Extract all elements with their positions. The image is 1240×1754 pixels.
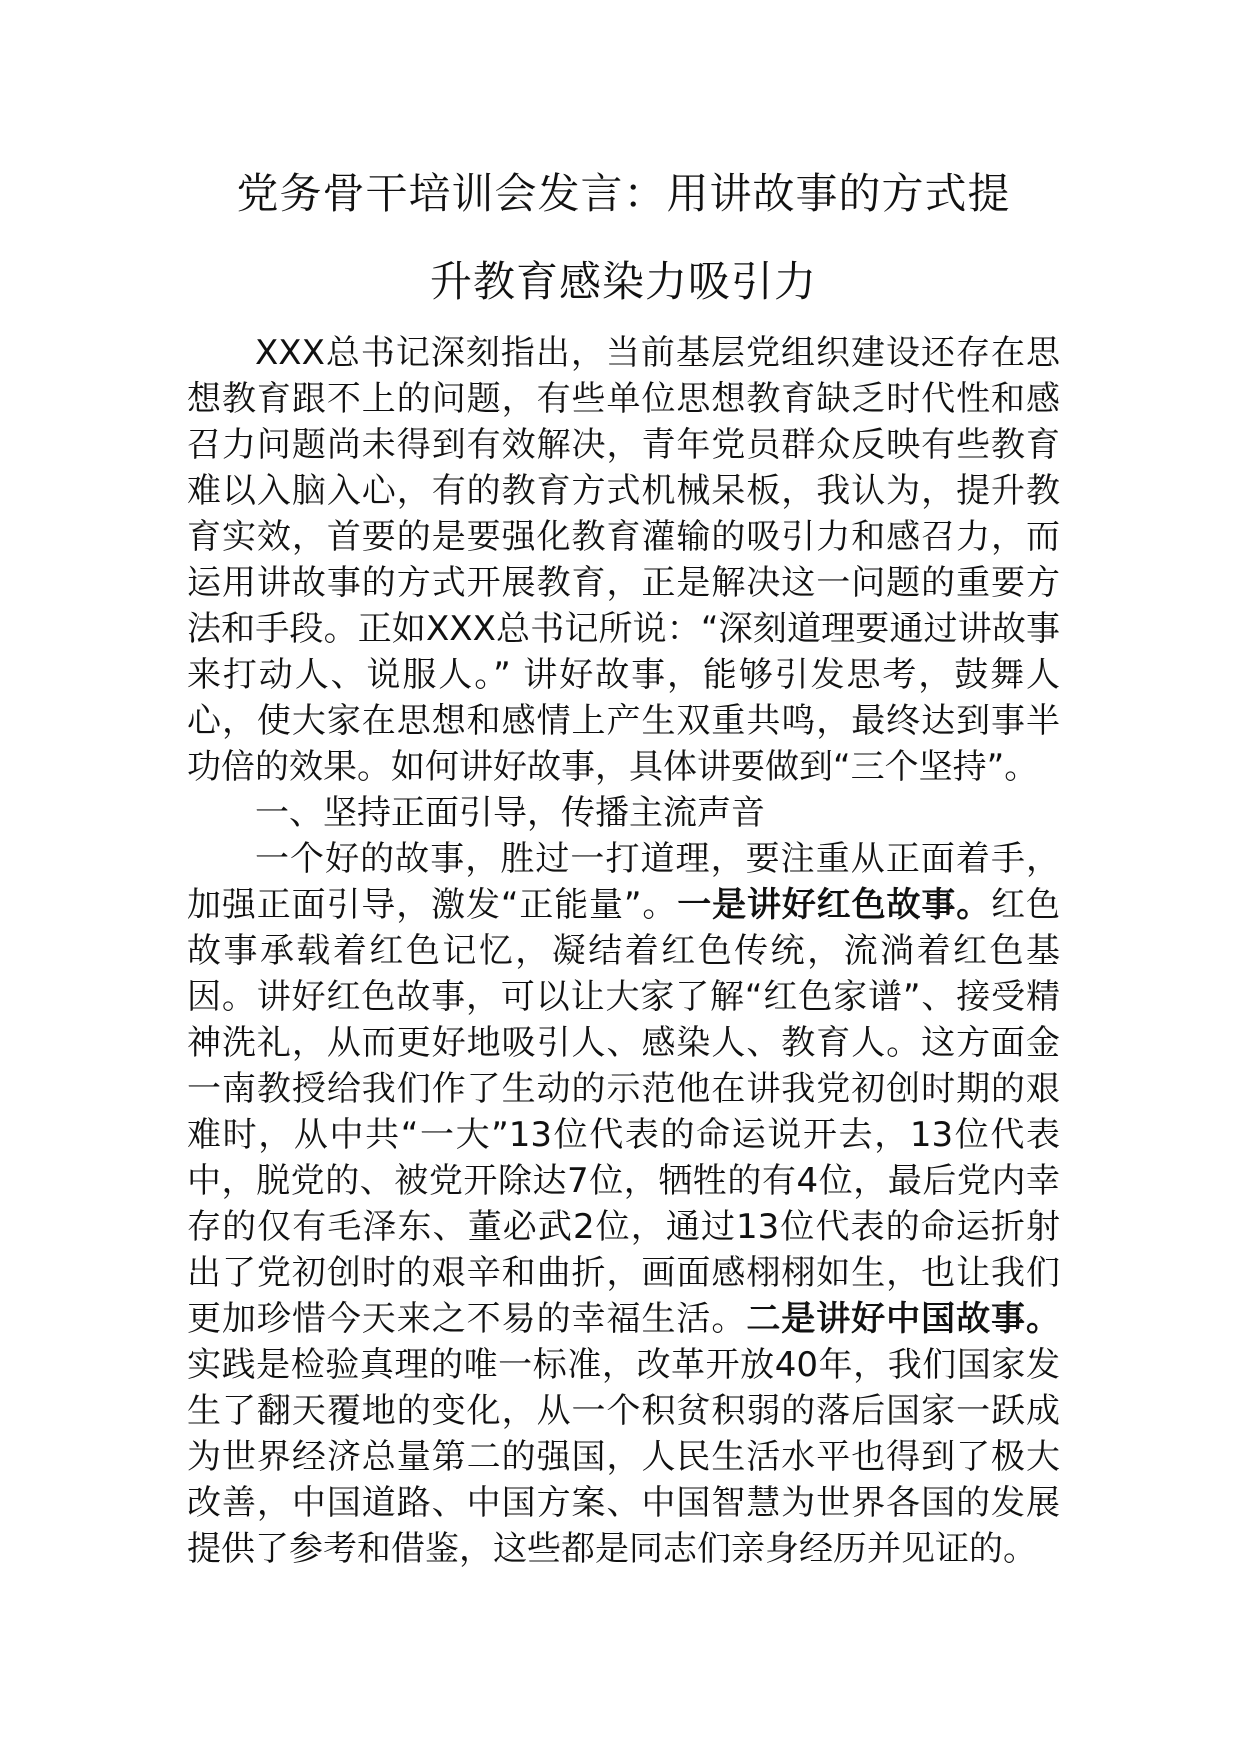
title-line-1: 党务骨干培训会发言：用讲故事的方式提 xyxy=(236,169,1011,218)
section-1-text-part-1: 一个好的故事，胜过一打道理，要注重从正面着手，加强正面引导，激发“正能量”。 xyxy=(187,839,1060,925)
section-1-text-part-2: 红色故事承载着红色记忆，凝结着红色传统，流淌着红色基因。讲好红色故事，可以让大家了解“红色家谱”、接受精神洗礼，从而更好地吸引人、感染人、教育人。这方面金一南教授给我们作了生动的示范他在讲我党初创时期的艰难时，从中共“一大”13位代表的命运说开去，13位代表中，脱党的、被党开除达7位，牺牲的有4位，最后党内幸存的仅有毛泽东、董必武2位，通过13位代表的命运折射出了党初创时的艰辛和曲折，画面感栩栩如生，也让我们更加珍惜今天来之不易的幸福生活。 xyxy=(187,885,1061,1339)
section-heading-1: 一、坚持正面引导，传播主流声音 xyxy=(255,793,765,833)
red-story-point: 一是讲好红色故事。 xyxy=(677,885,992,925)
document-title xyxy=(187,150,1060,326)
intro-paragraph: XXX总书记深刻指出，当前基层党组织建设还存在思想教育跟不上的问题，有些单位思想教育缺乏时代性和感召力问题尚未得到有效解决，青年党员群众反映有些教育难以入脑入心，有的教育方式机械呆板，我认为，提升教育实效，首要的是要强化教育灌输的吸引力和感召力，而运用讲故事的方式开展教育，正是解决这一问题的重要方法和手段。正如XXX总书记所说：“深刻道理要通过讲故事来打动人、说服人。” 讲好故事，能够引发思考，鼓舞人心，使大家在思想和感情上产生双重共鸣，最终达到事半功倍的效果。如何讲好故事，具体讲要做到“三个坚持”。 xyxy=(187,333,1060,787)
title-line-2: 升教育感染力吸引力 xyxy=(429,257,817,306)
section-1-paragraph xyxy=(187,836,1060,1572)
china-story-point: 二是讲好中国故事。 xyxy=(746,1299,1061,1339)
section-1-text-part-3: 实践是检验真理的唯一标准，改革开放40年，我们国家发生了翻天覆地的变化，从一个积贫积弱的落后国家一跃成为世界经济总量第二的强国，人民生活水平也得到了极大改善，中国道路、中国方案、中国智慧为世界各国的发展提供了参考和借鉴，这些都是同志们亲身经历并见证的。 xyxy=(187,1345,1060,1569)
